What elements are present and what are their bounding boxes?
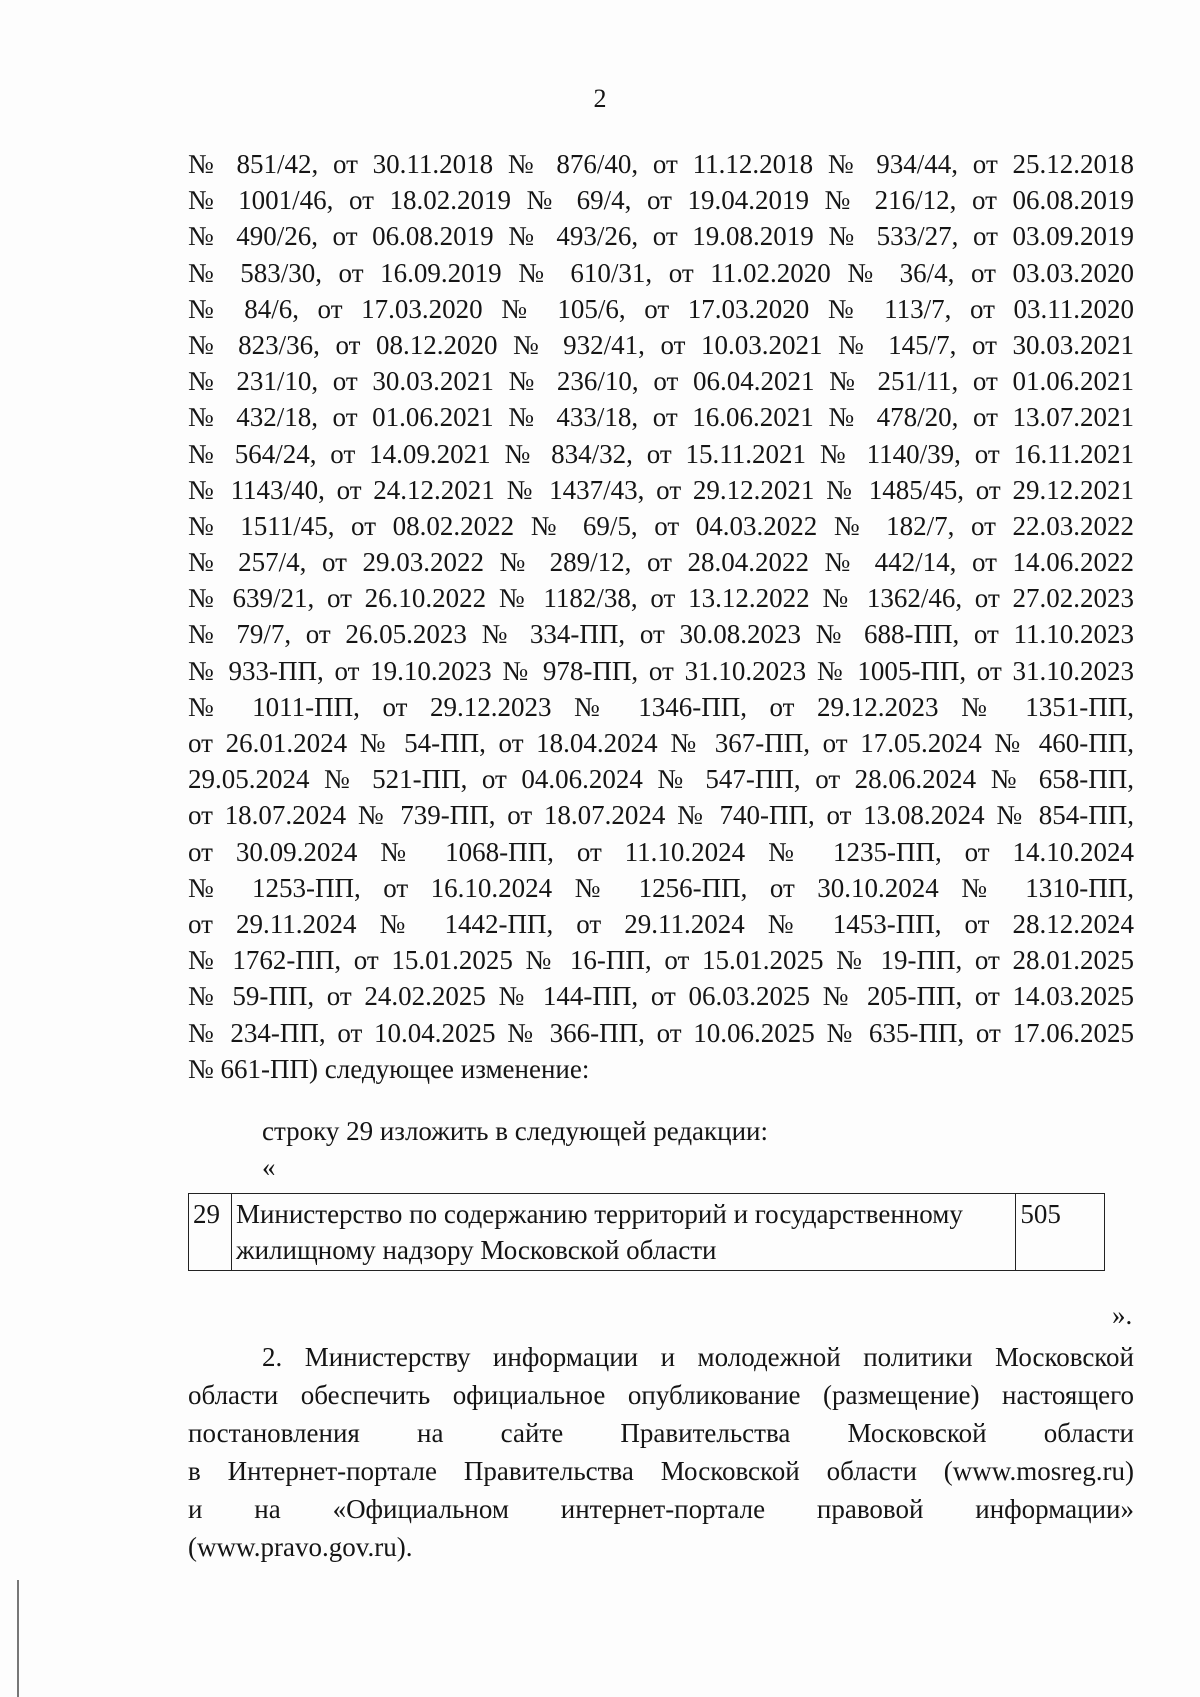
text-line: постановления на сайте Правительства Московской области (188, 1418, 1134, 1448)
page-number: 2 (593, 84, 607, 113)
text-line: № 1253-ПП, от 16.10.2024 № 1256-ПП, от 30.10.2024 № 1310-ПП, (188, 872, 1134, 903)
text-line: № 234-ПП, от 10.04.2025 № 366-ПП, от 10.06.2025 № 635-ПП, от 17.06.2025 (188, 1017, 1134, 1048)
amendment-list (188, 146, 1134, 1087)
text-line: и на «Официальном интернет-портале правовой информации» (188, 1494, 1134, 1524)
instruction-line: строку 29 изложить в следующей редакции: (262, 1116, 769, 1146)
text-line: № 639/21, от 26.10.2022 № 1182/38, от 13.12.2022 № 1362/46, от 27.02.2023 (188, 583, 1134, 614)
text-line: № 1011-ПП, от 29.12.2023 № 1346-ПП, от 29.12.2023 № 1351-ПП, (188, 691, 1134, 722)
text-line: № 564/24, от 14.09.2021 № 834/32, от 15.11.2021 № 1140/39, от 16.11.2021 (188, 438, 1134, 469)
text-line: № 257/4, от 29.03.2022 № 289/12, от 28.04.2022 № 442/14, от 14.06.2022 (188, 547, 1134, 578)
text-line: № 490/26, от 06.08.2019 № 493/26, от 19.08.2019 № 533/27, от 03.09.2019 (188, 221, 1134, 252)
row-name-line: Министерство по содержанию территорий и государственному (235, 1199, 963, 1229)
text-line: от 29.11.2024 № 1442-ПП, от 29.11.2024 № 1453-ПП, от 28.12.2024 (188, 908, 1134, 939)
paragraph-2 (188, 1338, 1134, 1566)
text-line: № 661-ПП) следующее изменение: (188, 1053, 590, 1084)
text-line: № 432/18, от 01.06.2021 № 433/18, от 16.06.2021 № 478/20, от 13.07.2021 (188, 402, 1134, 433)
text-line: № 231/10, от 30.03.2021 № 236/10, от 06.04.2021 № 251/11, от 01.06.2021 (188, 366, 1134, 397)
text-line: № 59-ПП, от 24.02.2025 № 144-ПП, от 06.03.2025 № 205-ПП, от 14.03.2025 (188, 981, 1134, 1012)
text-line: № 823/36, от 08.12.2020 № 932/41, от 10.03.2021 № 145/7, от 30.03.2021 (188, 329, 1134, 360)
quote-open: « (262, 1152, 276, 1182)
text-line: от 18.07.2024 № 739-ПП, от 18.07.2024 № 740-ПП, от 13.08.2024 № 854-ПП, (188, 800, 1134, 831)
quote-close: ». (1112, 1300, 1133, 1330)
text-line: № 84/6, от 17.03.2020 № 105/6, от 17.03.2020 № 113/7, от 03.11.2020 (188, 293, 1134, 324)
amendment-table (188, 1193, 1105, 1271)
row-name-cell (231, 1194, 1015, 1271)
text-line: 29.05.2024 № 521-ПП, от 04.06.2024 № 547-ПП, от 28.06.2024 № 658-ПП, (188, 764, 1134, 795)
text-line: № 1143/40, от 24.12.2021 № 1437/43, от 29.12.2021 № 1485/45, от 29.12.2021 (188, 474, 1134, 505)
text-line: № 933-ПП, от 19.10.2023 № 978-ПП, от 31.10.2023 № 1005-ПП, от 31.10.2023 (188, 655, 1134, 686)
text-line: № 1001/46, от 18.02.2019 № 69/4, от 19.04.2019 № 216/12, от 06.08.2019 (188, 185, 1134, 216)
text-line: 2. Министерству информации и молодежной политики Московской (262, 1342, 1134, 1372)
row-code-cell: 505 (1016, 1194, 1105, 1271)
text-line: в Интернет-портале Правительства Московской области (www.mosreg.ru) (188, 1456, 1134, 1486)
text-line: (www.pravo.gov.ru). (188, 1532, 413, 1562)
text-line: № 851/42, от 30.11.2018 № 876/40, от 11.12.2018 № 934/44, от 25.12.2018 (188, 149, 1134, 179)
scan-margin-line (17, 1580, 19, 1697)
text-line: от 30.09.2024 № 1068-ПП, от 11.10.2024 № 1235-ПП, от 14.10.2024 (188, 836, 1134, 867)
row-name-line: жилищному надзору Московской области (235, 1235, 717, 1265)
table-row (189, 1194, 1105, 1271)
text-line: от 26.01.2024 № 54-ПП, от 18.04.2024 № 367-ПП, от 17.05.2024 № 460-ПП, (188, 728, 1134, 758)
text-line: № 1762-ПП, от 15.01.2025 № 16-ПП, от 15.01.2025 № 19-ПП, от 28.01.2025 (188, 945, 1134, 976)
row-number-cell: 29 (189, 1194, 232, 1271)
text-line: № 79/7, от 26.05.2023 № 334-ПП, от 30.08.2023 № 688-ПП, от 11.10.2023 (188, 619, 1134, 650)
text-line: области обеспечить официальное опубликование (размещение) настоящего (188, 1380, 1134, 1410)
text-line: № 583/30, от 16.09.2019 № 610/31, от 11.02.2020 № 36/4, от 03.03.2020 (188, 257, 1134, 288)
text-line: № 1511/45, от 08.02.2022 № 69/5, от 04.03.2022 № 182/7, от 22.03.2022 (188, 510, 1134, 541)
